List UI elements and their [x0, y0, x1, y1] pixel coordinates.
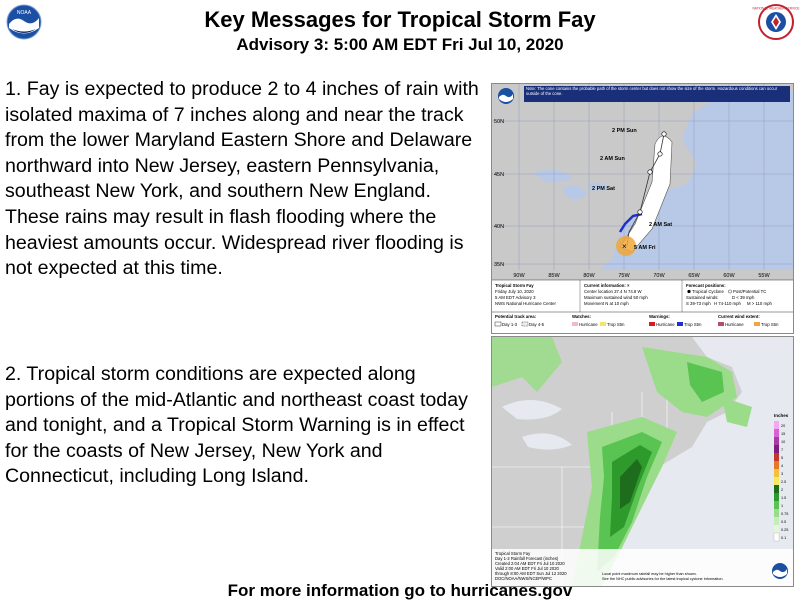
forecast-winds: H 74-110 mph	[714, 301, 741, 306]
rain-scale-value: 0.1	[781, 536, 787, 540]
noaa-logo-text: NOAA	[16, 10, 32, 16]
rain-info-line: Tropical Storm Fay	[495, 551, 531, 556]
lat-label: 40N	[494, 224, 505, 230]
current-info-line: Center location 37.4 N 74.8 W	[584, 289, 642, 294]
rain-info-line: DOC/NOAA/NWS/NCEP/WPC	[495, 576, 552, 581]
rain-scale-value: 0.5	[781, 520, 787, 524]
current-position-marker: ×	[622, 242, 627, 251]
lon-label: 55W	[758, 273, 770, 279]
legend-warning-item: Hurricane	[656, 322, 675, 327]
rain-info-line: through 8:00 AM EDT Sun Jul 12 2020	[495, 571, 567, 576]
rain-scale-value: 10	[781, 440, 786, 444]
key-message-1: 1. Fay is expected to produce 2 to 4 inches of rain with isolated maxima of 7 inches along and near the track from the lower Maryland Eastern Shore and Delaware northward into New Jersey, eastern Pennsylvania, southeast New York, and southern New England. These rains may result in flash flooding where the heaviest amounts occur. Widespread river flooding is not expected at this time.	[5, 78, 479, 280]
forecast-winds: M > 110 mph	[747, 301, 772, 306]
key-message-2: 2. Tropical storm conditions are expected along portions of the mid-Atlantic and northeast coast today and tonight, and a Tropical Storm Warning is in effect for the coasts of New Jersey, New York and Connecticut, including Long Island.	[5, 363, 468, 488]
info-date: Friday July 10, 2020	[495, 289, 534, 294]
info-advisory: 5 AM EDT Advisory 3	[495, 295, 536, 300]
cone-note: Note: The cone contains the probable path of the storm center but does not show the size of the storm. Hazardous conditions can occur outside of the cone.	[526, 86, 778, 96]
current-info-line: Maximum sustained wind 50 mph	[584, 295, 648, 300]
forecast-winds: S 39-73 mph	[686, 301, 711, 306]
current-info-line: Movement N at 10 mph	[584, 301, 629, 306]
legend-wind-item: Hurricane	[725, 322, 744, 327]
track-label-2pm-sat: 2 PM Sat	[592, 186, 615, 192]
lat-label: 45N	[494, 172, 505, 178]
lon-label: 90W	[513, 273, 525, 279]
rain-scale-value: 3	[781, 472, 784, 476]
footer-link-text: For more information go to hurricanes.gov	[227, 581, 573, 600]
rain-info-line: Valid 2:00 AM EDT Fri Jul 10 2020	[495, 566, 559, 571]
rain-scale-value: 0.25	[781, 528, 789, 532]
rain-scale-value: 2	[781, 488, 784, 492]
advisory-subtitle: Advisory 3: 5:00 AM EDT Fri Jul 10, 2020	[236, 35, 564, 54]
rain-scale-value: 2.5	[781, 480, 787, 484]
rain-scale-value: 15	[781, 432, 786, 436]
legend-watch-item: Hurricane	[579, 322, 598, 327]
legend-watch-item: Trop Stm	[607, 322, 625, 327]
lon-label: 75W	[618, 273, 630, 279]
lon-label: 65W	[688, 273, 700, 279]
rainfall-forecast-map	[491, 336, 794, 587]
track-cone-map	[491, 83, 794, 334]
legend-track-area: Potential track area:	[495, 314, 537, 319]
track-label-2am-sat: 2 AM Sat	[649, 222, 673, 228]
forecast-title: Forecast positions:	[686, 283, 726, 288]
lat-label: 50N	[494, 119, 505, 125]
rain-scale-value: 5	[781, 456, 784, 460]
legend-warning-item: Trop Stm	[684, 322, 702, 327]
lon-label: 85W	[548, 273, 560, 279]
rain-note-line: See the NHC public advisories for the latest tropical cyclone information.	[602, 577, 724, 581]
legend-track-item: Day 1-3	[502, 322, 518, 327]
rain-scale-value: 0.75	[781, 512, 789, 516]
rain-scale-value: 4	[781, 464, 784, 468]
page-title: Key Messages for Tropical Storm Fay	[204, 7, 596, 32]
rain-scale-value: 20	[781, 424, 786, 428]
lat-label: 35N	[494, 262, 505, 268]
track-label-5am-fri: 5 AM Fri	[634, 245, 656, 251]
legend-warnings: Warnings:	[649, 314, 670, 319]
lon-label: 80W	[583, 273, 595, 279]
info-storm-name: Tropical Storm Fay	[495, 283, 534, 288]
rain-info-line: Created 2:04 AM EDT Fri Jul 10 2020	[495, 561, 565, 566]
rain-scale-value: 1.5	[781, 496, 787, 500]
nws-logo-text: NATIONAL WEATHER SERVICE	[752, 6, 800, 11]
lon-label: 60W	[723, 273, 735, 279]
legend-watches: Watches:	[572, 314, 591, 319]
info-center: NWS National Hurricane Center	[495, 301, 556, 306]
rain-scale-value: 7	[781, 448, 784, 452]
rain-scale-title: Inches	[774, 413, 789, 418]
legend-wind-extent: Current wind extent:	[718, 314, 760, 319]
current-info-title: Current information: ×	[584, 283, 630, 288]
legend-track-item: Day 4-5	[529, 322, 545, 327]
forecast-winds: D < 39 mph	[732, 295, 755, 300]
legend-wind-item: Trop Stm	[761, 322, 779, 327]
forecast-winds: Sustained winds:	[686, 295, 719, 300]
track-label-2pm-sun: 2 PM Sun	[612, 128, 637, 134]
rain-scale-value: 1	[781, 504, 784, 508]
lon-label: 70W	[653, 273, 665, 279]
rain-note-line: Local point maximum rainfall may be higher than shown.	[602, 572, 697, 576]
forecast-legend-ptc: Post/Potential TC	[733, 289, 767, 294]
rain-info-line: Day 1-2 Rainfall Forecast (inches)	[495, 556, 559, 561]
track-label-2am-sun: 2 AM Sun	[600, 156, 625, 162]
forecast-legend-tc: Tropical Cyclone	[692, 289, 724, 294]
